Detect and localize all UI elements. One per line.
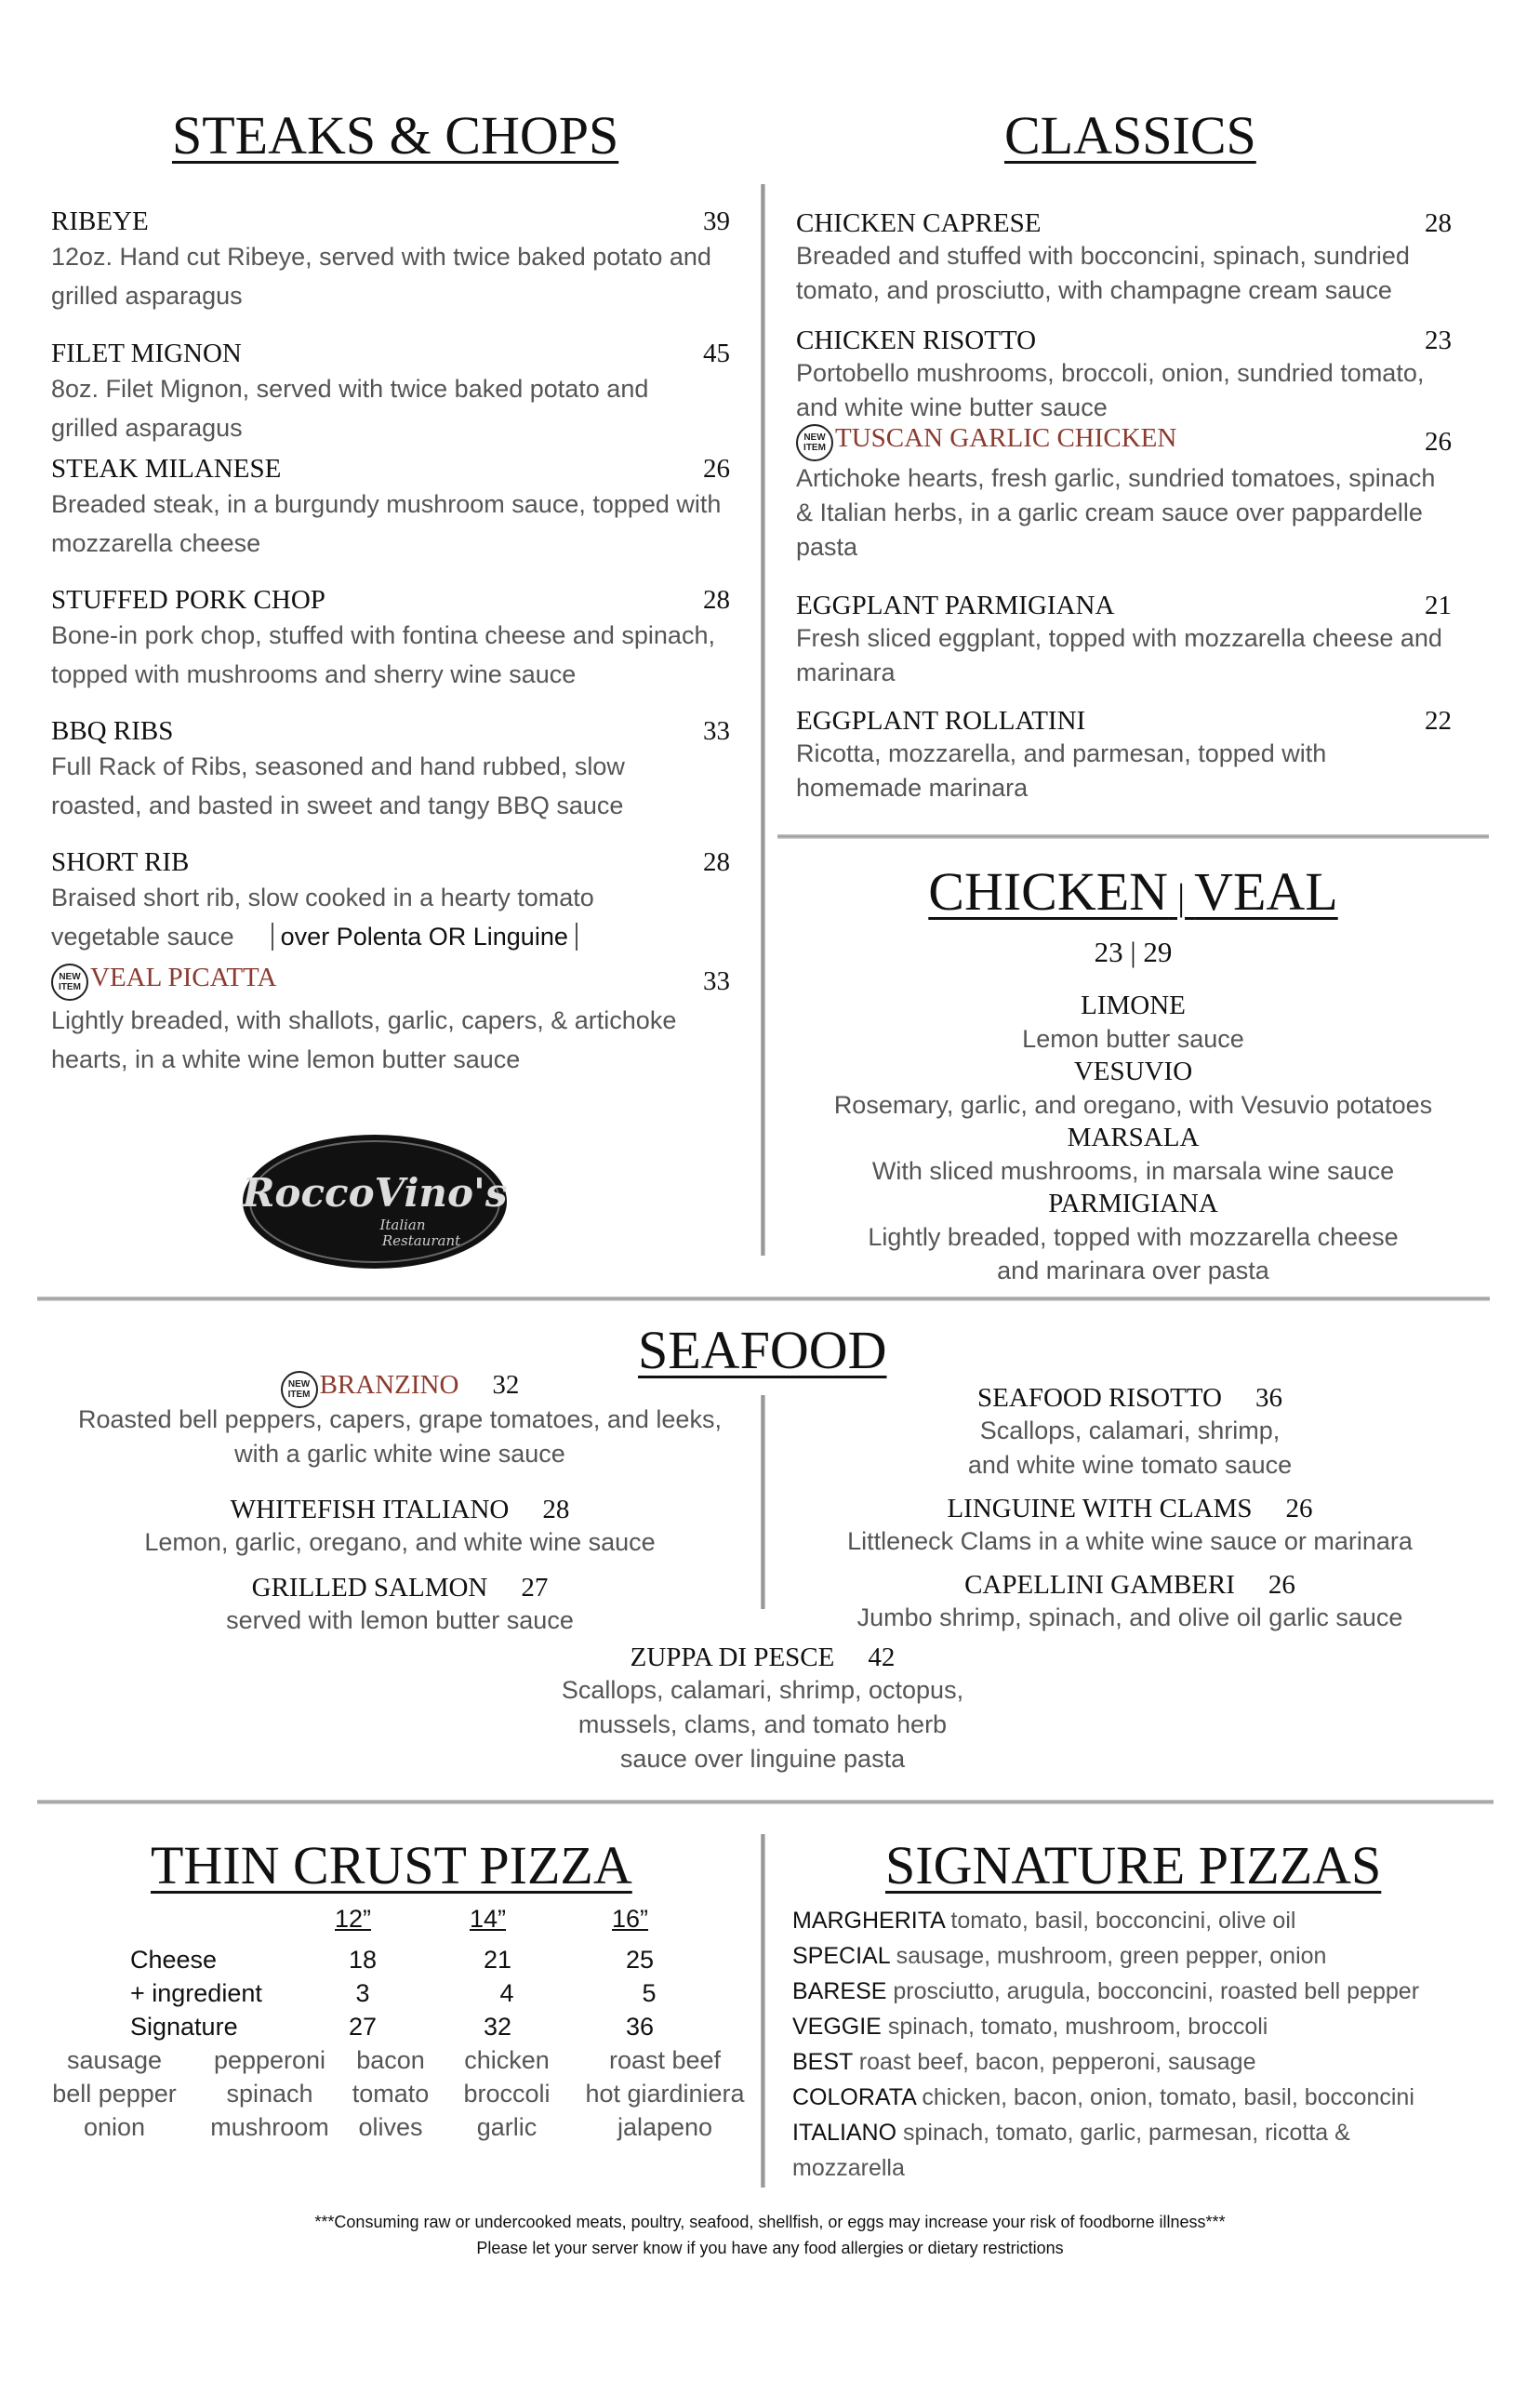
menu-item: [796, 326, 1452, 432]
steaks-list: [51, 206, 730, 1079]
item-desc: vegetable sauce: [51, 923, 234, 951]
item-desc: With sliced mushrooms, in marsala wine sauce: [871, 1157, 1395, 1185]
item-name: TUSCAN GARLIC CHICKEN: [835, 423, 1177, 453]
list-item: VEGGIE spinach, tomato, mushroom, broccoli: [792, 2014, 1268, 2040]
side-option: over Polenta OR Linguine: [272, 923, 578, 951]
item-desc: 8oz. Filet Mignon, served with twice baked potato and grilled asparagus: [51, 375, 649, 442]
item-desc: Braised short rib, slow cooked in a hearty tomato: [51, 884, 594, 911]
item-name: SEAFOOD RISOTTO: [977, 1383, 1222, 1413]
menu-item: [796, 706, 1452, 805]
item-name: FILET MIGNON: [51, 339, 242, 368]
menu-item: [796, 591, 1452, 706]
logo-text: RoccoVino's: [242, 1170, 508, 1216]
menu-item: [51, 847, 730, 963]
item-desc: and white wine tomato sauce: [967, 1451, 1293, 1479]
vertical-divider: [761, 1834, 765, 2188]
seafood-title: SEAFOOD: [638, 1320, 887, 1380]
signature-list: [792, 1903, 1480, 2186]
item-price: 21: [1425, 591, 1452, 620]
new-item-icon: NEW ITEM: [281, 1371, 318, 1408]
footer: [0, 2209, 1540, 2261]
item-desc: Portobello mushrooms, broccoli, onion, sundried tomato, and white wine butter sauce: [796, 359, 1425, 421]
item-desc: and marinara over pasta: [997, 1257, 1269, 1284]
item-name: CHICKEN CAPRESE: [796, 208, 1042, 238]
table-row: + ingredient 3 4 5: [130, 1979, 657, 2007]
restaurant-logo: [240, 1132, 510, 1271]
item-price: 28: [703, 585, 730, 615]
table-row: Cheese 18 21 25: [130, 1946, 655, 1974]
seafood-center: [391, 1643, 1135, 1776]
item-desc: Rosemary, garlic, and oregano, with Vesuvio potatoes: [833, 1091, 1433, 1119]
item-desc: Artichoke hearts, fresh garlic, sundried tomatoes, spinach & Italian herbs, in a garlic cream sauce over pappardelle pasta: [796, 463, 1436, 561]
chicken-veal-title: CHICKEN | VEAL: [928, 861, 1338, 922]
list-item: ITALIANO spinach, tomato, garlic, parmesan, ricotta &: [792, 2120, 1350, 2146]
list-item: BARESE prosciutto, arugula, bocconcini, roasted bell pepper: [792, 1978, 1420, 2004]
menu-item: [796, 423, 1452, 591]
item-price: 28: [703, 847, 730, 877]
seafood-left: [37, 1370, 763, 1638]
item-desc: Full Rack of Ribs, seasoned and hand rubbed, slow roasted, and basted in sweet and tangy BBQ sauce: [51, 752, 625, 819]
item-desc: sauce over linguine pasta: [619, 1745, 906, 1773]
signature-title: SIGNATURE PIZZAS: [885, 1835, 1382, 1895]
classics-title: CLASSICS: [1004, 105, 1256, 166]
table-row: Signature 27 32 36: [130, 2013, 655, 2041]
seafood-right: [772, 1383, 1488, 1635]
classics-list: [796, 208, 1452, 805]
item-desc: Ricotta, mozzarella, and parmesan, topped with homemade marinara: [796, 739, 1327, 802]
size-header: 12”: [335, 1905, 372, 1933]
item-desc: mussels, clams, and tomato herb: [578, 1710, 948, 1738]
item-desc: Bone-in pork chop, stuffed with fontina cheese and spinach, topped with mushrooms and sherry wine sauce: [51, 621, 715, 688]
footer-warning: ***Consuming raw or undercooked meats, poultry, seafood, shellfish, or eggs may increase your risk of foodborne illness***: [314, 2213, 1226, 2231]
item-desc: Scallops, calamari, shrimp,: [979, 1417, 1281, 1444]
list-item: COLORATA chicken, bacon, onion, tomato, basil, bocconcini: [792, 2084, 1414, 2110]
item-name: GRILLED SALMON: [251, 1572, 488, 1603]
menu-item: [51, 716, 730, 847]
item-name: WHITEFISH ITALIANO: [230, 1494, 510, 1524]
menu-item: [51, 585, 730, 716]
toppings-row: sausage pepperoni bacon chicken roast beef: [66, 2046, 722, 2074]
item-name: LIMONE: [1081, 991, 1186, 1020]
list-item: BEST roast beef, bacon, pepperoni, sausage: [792, 2049, 1256, 2075]
item-name: BRANZINO: [319, 1370, 459, 1400]
item-desc: 12oz. Hand cut Ribeye, served with twice baked potato and grilled asparagus: [51, 243, 711, 310]
item-price: 32: [492, 1370, 520, 1400]
chicken-veal-prices: 23 | 29: [1094, 936, 1173, 968]
new-item-icon: NEW ITEM: [796, 424, 833, 461]
horizontal-divider: [37, 1297, 1490, 1301]
menu-item: [796, 208, 1452, 326]
vertical-divider: [761, 184, 765, 1256]
thin-crust-title: THIN CRUST PIZZA: [151, 1835, 632, 1895]
item-name: PARMIGIANA: [1048, 1189, 1218, 1218]
item-price: 33: [703, 716, 730, 746]
size-header: 16”: [612, 1905, 649, 1933]
item-name: LINGUINE WITH CLAMS: [947, 1494, 1253, 1523]
logo-sub2: Restaurant: [381, 1232, 461, 1249]
menu-item: [51, 963, 730, 1079]
item-price: 26: [1425, 426, 1452, 457]
item-name: EGGPLANT PARMIGIANA: [796, 591, 1115, 620]
item-name: SHORT RIB: [51, 847, 190, 877]
item-name: CAPELLINI GAMBERI: [964, 1570, 1235, 1600]
item-desc: Roasted bell peppers, capers, grape tomatoes, and leeks,: [78, 1404, 722, 1433]
item-desc: with a garlic white wine sauce: [234, 1439, 565, 1468]
item-price: 42: [868, 1643, 896, 1672]
horizontal-divider: [37, 1800, 1494, 1804]
item-desc: Lemon, garlic, oregano, and white wine sauce: [144, 1527, 656, 1556]
item-price: 45: [703, 339, 730, 368]
horizontal-divider: [777, 834, 1489, 839]
item-desc: Lightly breaded, topped with mozzarella cheese: [868, 1223, 1399, 1251]
item-price: 26: [703, 454, 730, 484]
menu-item: [51, 454, 730, 585]
item-name: BBQ RIBS: [51, 716, 174, 746]
item-price: 39: [703, 206, 730, 236]
item-name: STEAK MILANESE: [51, 454, 282, 484]
thin-crust-table: [46, 1905, 745, 2147]
item-price: 36: [1255, 1383, 1282, 1413]
list-item-continued: mozzarella: [792, 2155, 905, 2181]
item-name: EGGPLANT ROLLATINI: [796, 706, 1086, 736]
item-desc: Littleneck Clams in a white wine sauce or marinara: [847, 1527, 1413, 1555]
item-desc: Breaded steak, in a burgundy mushroom sauce, topped with mozzarella cheese: [51, 490, 722, 557]
item-desc: Lightly breaded, with shallots, garlic, capers, & artichoke hearts, in a white wine lemon butter sauce: [51, 1005, 677, 1073]
new-item-icon: NEW ITEM: [51, 964, 88, 1001]
item-price: 27: [521, 1572, 549, 1603]
item-name: ZUPPA DI PESCE: [630, 1643, 835, 1672]
item-price: 22: [1425, 706, 1452, 736]
logo-sub1: Italian: [379, 1217, 426, 1233]
item-desc: Breaded and stuffed with bocconcini, spinach, sundried tomato, and prosciutto, with champagne cream sauce: [796, 242, 1410, 304]
list-item: SPECIAL sausage, mushroom, green pepper, onion: [792, 1943, 1327, 1969]
item-desc: served with lemon butter sauce: [226, 1605, 574, 1634]
item-price: 28: [1425, 208, 1452, 238]
item-name: RIBEYE: [51, 206, 149, 236]
item-price: 28: [542, 1494, 570, 1524]
item-name: STUFFED PORK CHOP: [51, 585, 325, 615]
item-name: MARSALA: [1067, 1123, 1200, 1152]
toppings-row: onion mushroom olives garlic jalapeno: [83, 2113, 713, 2141]
toppings-row: bell pepper spinach tomato broccoli hot giardiniera: [52, 2080, 745, 2108]
item-desc: Jumbo shrimp, spinach, and olive oil garlic sauce: [856, 1603, 1403, 1631]
item-price: 33: [703, 965, 730, 996]
list-item: MARGHERITA tomato, basil, bocconcini, olive oil: [792, 1908, 1296, 1934]
item-name: VEAL PICATTA: [90, 963, 277, 992]
size-header: 14”: [470, 1905, 507, 1933]
steaks-title: STEAKS & CHOPS: [172, 105, 619, 166]
item-price: 26: [1285, 1494, 1313, 1523]
menu-item: [51, 339, 730, 454]
chicken-veal-section: [777, 860, 1489, 1287]
item-desc: Fresh sliced eggplant, topped with mozzarella cheese and marinara: [796, 624, 1442, 686]
item-desc: Scallops, calamari, shrimp, octopus,: [561, 1676, 964, 1704]
menu-item: [51, 206, 730, 339]
item-name: CHICKEN RISOTTO: [796, 326, 1037, 355]
item-price: 26: [1268, 1570, 1295, 1600]
footer-allergy: Please let your server know if you have any food allergies or dietary restrictions: [476, 2239, 1064, 2257]
item-price: 23: [1425, 326, 1452, 355]
item-name: VESUVIO: [1073, 1057, 1193, 1086]
item-desc: Lemon butter sauce: [1022, 1025, 1244, 1053]
